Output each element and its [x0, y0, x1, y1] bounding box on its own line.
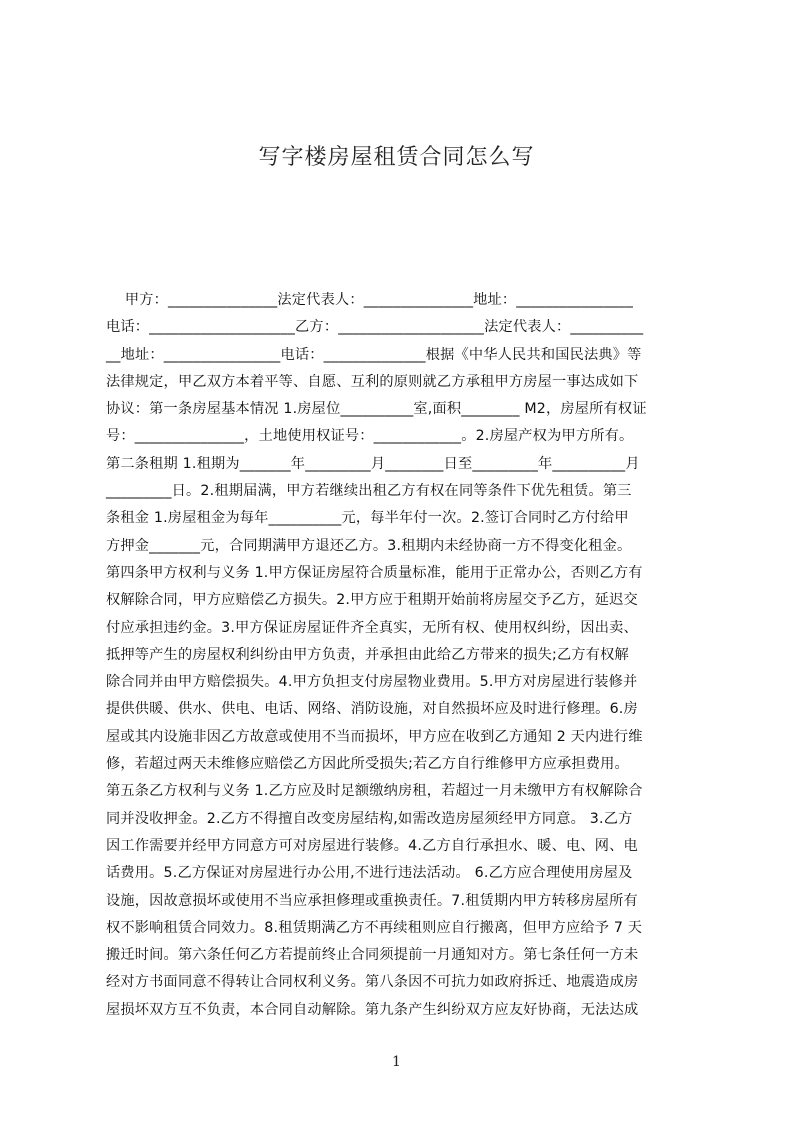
text-line: 协议：第一条房屋基本情况 1.房屋位__________室,面积________ M2，房屋所有权证: [106, 401, 647, 418]
text-line: 第二条租期 1.租期为_______年_________月________日至_________年__________月: [106, 455, 640, 472]
text-line: 经对方书面同意不得转让合同权利义务。第八条因不可抗力如政府拆迁、地震造成房: [106, 974, 639, 991]
text-line: 权不影响租赁合同效力。8.租赁期满乙方不再续租则应自行搬离，但甲方应给予 7 天: [106, 919, 643, 936]
text-line: 号：_______________，土地使用权证号：____________。2.房屋产权为甲方所有。: [106, 428, 634, 445]
text-line: _________日。2.租期届满，甲方若继续出租乙方有权在同等条件下优先租赁。第三: [106, 483, 632, 500]
text-line: 甲方：_______________法定代表人：_______________地址：________________: [106, 292, 634, 308]
text-line: 屋损坏双方互不负责，本合同自动解除。第九条产生纠纷双方应友好协商，无法达成: [106, 1001, 639, 1018]
text-line: 屋或其内设施非因乙方故意或使用不当而损坏，甲方应在收到乙方通知 2 天内进行维: [106, 728, 643, 745]
text-line: 设施，因故意损坏或使用不当应承担修理或重换责任。7.租赁期内甲方转移房屋所有: [106, 892, 638, 909]
text-line: 同并没收押金。2.乙方不得擅自改变房屋结构,如需改造房屋须经甲方同意。 3.乙方: [106, 810, 633, 827]
text-line: 第五条乙方权利与义务 1.乙方应及时足额缴纳房租，若超过一月未缴甲方有权解除合: [106, 783, 643, 800]
text-line: 权解除合同，甲方应赔偿乙方损失。2.甲方应于租期开始前将房屋交予乙方，延迟交: [106, 592, 638, 609]
text-line: 法律规定，甲乙双方本着平等、自愿、互利的原则就乙方承租甲方房屋一事达成如下: [106, 373, 639, 390]
text-line: 抵押等产生的房屋权利纠纷由甲方负责，并承担由此给乙方带来的损失;乙方有权解: [106, 646, 629, 663]
contract-body: [106, 287, 698, 1018]
text-line: 搬迁时间。第六条任何乙方若提前终止合同须提前一月通知对方。第七条任何一方未: [106, 947, 639, 964]
text-line: 话费用。5.乙方保证对房屋进行办公用,不进行违法活动。 6.乙方应合理使用房屋及: [106, 865, 633, 882]
text-line: 修，若超过两天未维修应赔偿乙方因此所受损失;若乙方自行维修甲方应承担费用。: [106, 756, 629, 773]
text-line: 方押金_______元，合同期满甲方退还乙方。3.租期内未经协商一方不得变化租金。: [106, 537, 632, 554]
text-line: 因工作需要并经甲方同意方可对房屋进行装修。4.乙方自行承担水、暖、电、网、电: [106, 837, 638, 854]
text-line: 付应承担违约金。3.甲方保证房屋证件齐全真实，无所有权、使用权纠纷，因出卖、: [106, 619, 638, 636]
text-line: 除合同并由甲方赔偿损失。4.甲方负担支付房屋物业费用。5.甲方对房屋进行装修并: [106, 674, 638, 691]
text-line: 电话：____________________乙方：____________________法定代表人：__________: [106, 319, 644, 336]
text-line: 提供供暖、供水、供电、电话、网络、消防设施，对自然损坏应及时进行修理。6.房: [106, 701, 638, 718]
text-line: 条租金 1.房屋租金为每年__________元，每半年付一次。2.签订合同时乙方付给甲: [106, 510, 629, 527]
text-line: __地址：________________电话：______________根据《中华人民共和国民法典》等: [106, 346, 642, 363]
text-line: 第四条甲方权利与义务 1.甲方保证房屋符合质量标准，能用于正常办公，否则乙方有: [106, 564, 643, 581]
page-number: 1: [392, 1054, 401, 1070]
document-title: 写字楼房屋租赁合同怎么写: [258, 145, 535, 170]
